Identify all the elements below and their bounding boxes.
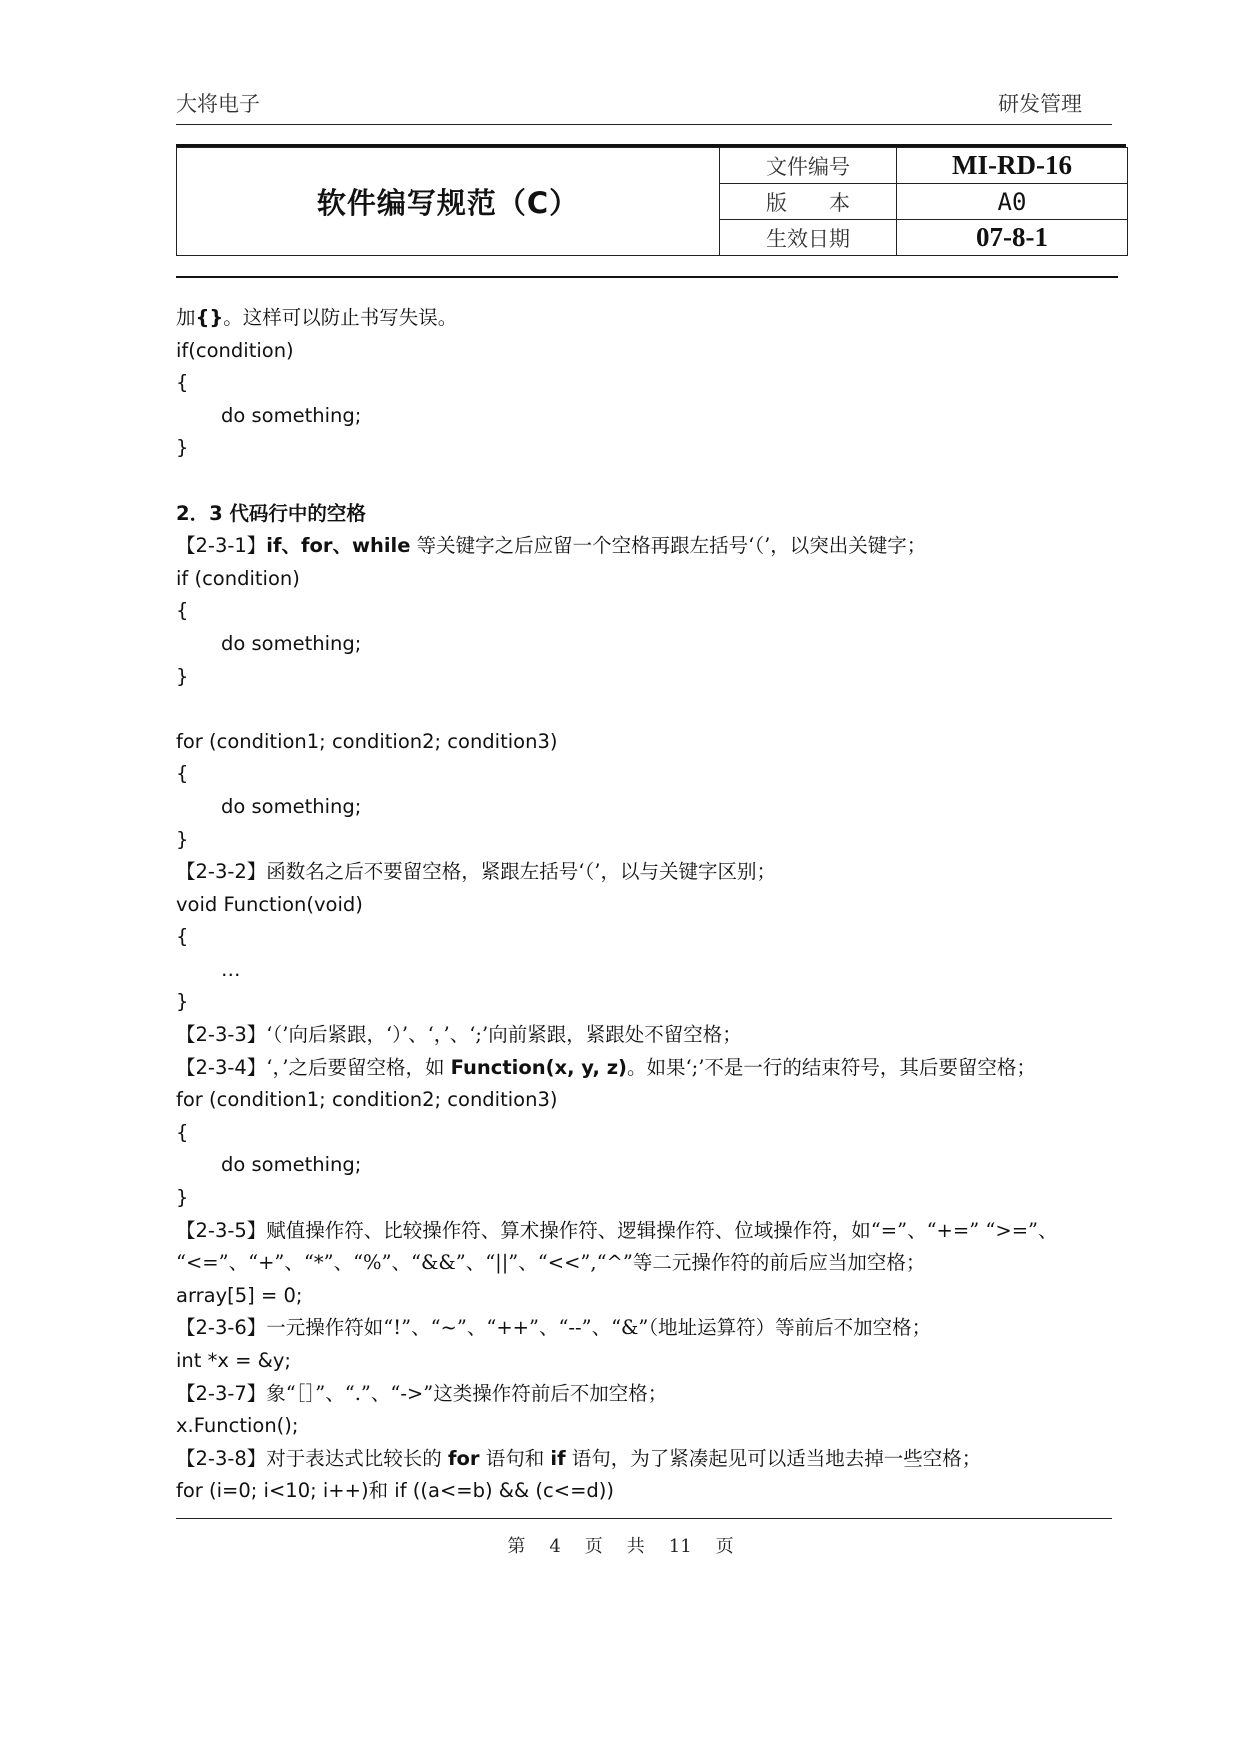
section-heading: 2．3 代码行中的空格: [176, 501, 366, 525]
rule-keyword: Function(x, y, z): [450, 1055, 627, 1079]
rule-text: 赋值操作符、比较操作符、算术操作符、逻辑操作符、位域操作符，如“=”、“+=” “>=”、: [266, 1218, 1058, 1242]
rule-2-3-4: [176, 1052, 1136, 1085]
rule-2-3-8: [176, 1443, 1136, 1476]
doc-number-value: MI-RD-16: [897, 148, 1128, 184]
code-line: int *x = &y;: [176, 1349, 291, 1372]
rule-text: 象“［］”、“.”、“->”这类操作符前后不加空格；: [266, 1381, 668, 1405]
footer-total-prefix: 共: [626, 1536, 645, 1557]
rule-tag: 【2-3-5】: [176, 1218, 267, 1242]
code-line: }: [176, 990, 189, 1014]
rule-tag: 【2-3-3】: [176, 1023, 267, 1047]
code-line: if (condition): [176, 566, 300, 590]
rule-text: ‘，’之后要留空格，如: [266, 1055, 451, 1079]
code-line: x.Function();: [176, 1414, 299, 1438]
rule-keywords: if、for、while: [266, 534, 411, 558]
rule-2-3-1: [176, 530, 1136, 563]
rule-tag: 【2-3-8】: [176, 1446, 267, 1470]
rule-text: 等关键字之后应留一个空格再跟左括号‘（’，以突出关键字；: [410, 534, 927, 558]
footer-total-pages: 11: [668, 1536, 692, 1557]
code-line: for (condition1; condition2; condition3): [176, 1088, 558, 1112]
rule-2-3-5: [176, 1215, 1136, 1248]
code-line: {: [176, 371, 189, 395]
rule-tag: 【2-3-2】: [176, 860, 267, 884]
intro-post: 。这样可以防止书写失误。: [223, 306, 458, 329]
version-label: 版 本: [720, 184, 897, 220]
rule-tag: 【2-3-1】: [176, 534, 267, 558]
code-line: }: [176, 664, 189, 688]
code-line: {: [176, 925, 189, 949]
company-name: 大将电子: [176, 92, 260, 116]
footer-total-unit: 页: [715, 1536, 734, 1557]
rule-2-3-6: [176, 1312, 1136, 1345]
page-footer: [0, 1532, 1241, 1558]
rule-text: 语句和: [479, 1446, 551, 1470]
code-line: array[5] = 0;: [176, 1283, 303, 1307]
code-line: {: [176, 1120, 189, 1144]
effective-date-value: 07-8-1: [897, 220, 1128, 256]
code-line: do something;: [221, 794, 362, 818]
rule-text: 对于表达式比较长的: [266, 1446, 448, 1470]
code-line: {: [176, 599, 189, 623]
code-fragment: for (i=0; i<10; i++): [176, 1479, 369, 1503]
intro-pre: 加: [176, 306, 196, 329]
document-title: 软件编写规范（C）: [177, 148, 720, 256]
rule-text: 语句，为了紧凑起见可以适当地去掉一些空格；: [565, 1446, 982, 1470]
code-line: do something;: [221, 403, 362, 427]
document-body: [176, 302, 1136, 1508]
code-fragment: if ((a<=b) && (c<=d)): [394, 1479, 615, 1503]
rule-tag: 【2-3-6】: [176, 1316, 267, 1340]
rule-tag: 【2-3-7】: [176, 1381, 267, 1405]
rule-text: 。如果‘;’不是一行的结束符号，其后要留空格；: [626, 1055, 1036, 1079]
code-line: }: [176, 436, 189, 460]
rule-tag: 【2-3-4】: [176, 1055, 267, 1079]
title-block: [176, 144, 1128, 253]
blank-line: [176, 693, 1136, 726]
rule-text: 函数名之后不要留空格，紧跟左括号‘（’，以与关键字区别；: [266, 860, 776, 884]
intro-brace: {}: [195, 306, 224, 329]
rule-2-3-3: [176, 1019, 1136, 1052]
code-line: }: [176, 827, 189, 851]
rule-text: ‘（’向后紧跟，‘）’、‘，’、‘;’向前紧跟，紧跟处不留空格；: [266, 1023, 742, 1047]
title-rule-bottom: [176, 276, 1118, 278]
rule-keyword: for: [448, 1446, 480, 1470]
rule-keyword: if: [550, 1446, 566, 1470]
intro-line: [176, 302, 1136, 335]
code-line: void Function(void): [176, 892, 363, 916]
code-line: …: [221, 957, 241, 981]
rule-text: 一元操作符如“!”、“~”、“++”、“--”、“&”（地址运算符）等前后不加空格；: [266, 1316, 932, 1340]
rule-2-3-5-continued: “<=”、“+”、“*”、“%”、“&&”、“||”、“<<”,“^”等二元操作符的前后应当加空格；: [176, 1251, 926, 1275]
version-value: A0: [897, 184, 1128, 220]
code-line: if(condition): [176, 338, 294, 362]
code-line: do something;: [221, 1153, 362, 1177]
footer-rule: [176, 1518, 1112, 1519]
blank-line: [176, 465, 1136, 498]
page-header: [176, 88, 1112, 125]
code-line: [176, 1475, 1136, 1508]
doc-number-label: 文件编号: [720, 148, 897, 184]
code-line: do something;: [221, 631, 362, 655]
department-name: 研发管理: [998, 92, 1082, 116]
rule-2-3-2: [176, 856, 1136, 889]
effective-date-label: 生效日期: [720, 220, 897, 256]
footer-page-unit: 页: [584, 1536, 603, 1557]
footer-page-prefix: 第: [507, 1536, 526, 1557]
code-line: {: [176, 762, 189, 786]
code-line: for (condition1; condition2; condition3): [176, 729, 558, 753]
code-connector: 和: [368, 1479, 395, 1503]
code-line: }: [176, 1186, 189, 1210]
rule-2-3-7: [176, 1378, 1136, 1411]
doc-meta-table: [176, 147, 1128, 256]
footer-page-number: 4: [549, 1536, 561, 1557]
